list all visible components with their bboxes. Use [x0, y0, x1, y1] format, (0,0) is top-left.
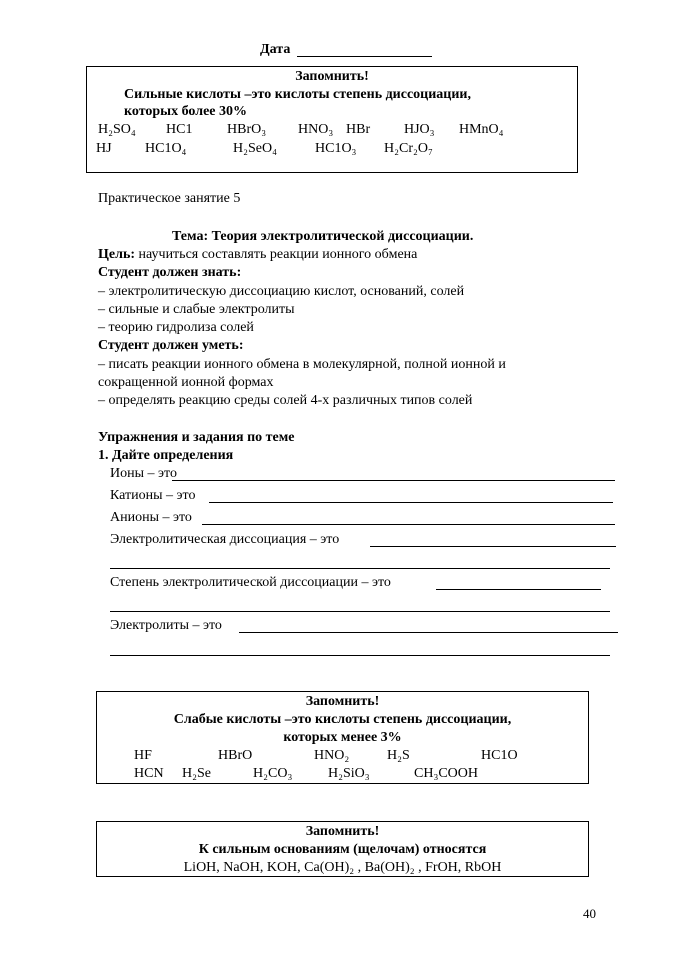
answer-line[interactable]	[110, 598, 610, 612]
goal-label: Цель:	[98, 247, 136, 262]
weak-acids-box	[96, 691, 589, 784]
know-item: – сильные и слабые электролиты	[98, 302, 295, 317]
can-item: сокращенной ионной формах	[98, 375, 274, 390]
acid-formula: H₂SO₄	[98, 122, 136, 137]
answer-line[interactable]	[172, 467, 615, 481]
answer-line[interactable]	[436, 576, 601, 590]
definition-label: Степень электролитической диссоциации – это	[110, 575, 391, 590]
box-text-line2: которых более 30%	[124, 104, 248, 119]
acid-formula: HCN	[134, 766, 164, 781]
box-text-line2: которых менее 3%	[283, 730, 402, 745]
topic-title: Тема: Теория электролитической диссоциации.	[172, 229, 474, 244]
acid-formula: H₂SeO₄	[233, 141, 277, 156]
acid-formula: HJ	[96, 141, 112, 156]
acid-formula: HNO₂	[314, 748, 350, 763]
task1-header: 1. Дайте определения	[98, 448, 234, 463]
date-label: Дата	[260, 42, 291, 57]
can-header: Студент должен уметь:	[98, 338, 244, 353]
acid-formula: H₂SiO₃	[328, 766, 370, 781]
can-item: – определять реакцию среды солей 4-х различных типов солей	[98, 393, 473, 408]
acid-formula: HMnO₄	[459, 122, 504, 137]
definition-label: Анионы – это	[110, 510, 192, 525]
answer-line[interactable]	[202, 511, 615, 525]
answer-line[interactable]	[370, 533, 616, 547]
box-title: Запомнить!	[305, 824, 380, 839]
answer-line[interactable]	[209, 489, 613, 503]
acid-formula: HC1O₄	[145, 141, 187, 156]
answer-line[interactable]	[110, 555, 610, 569]
acid-formula: HBrO	[218, 748, 253, 763]
acid-formula: H₂S	[387, 748, 410, 763]
goal-line	[98, 247, 417, 263]
page-number: 40	[583, 906, 596, 921]
acid-formula: H₂Cr₂O₇	[384, 141, 433, 156]
answer-line[interactable]	[239, 619, 618, 633]
box-text-line1: Сильные кислоты –это кислоты степень диссоциации,	[124, 87, 471, 102]
know-item: – теорию гидролиза солей	[98, 320, 254, 335]
goal-text: научиться составлять реакции ионного обмена	[135, 247, 418, 262]
answer-line[interactable]	[110, 642, 610, 656]
acid-formula: HBrO₃	[227, 122, 267, 137]
definition-label: Катионы – это	[110, 488, 196, 503]
acid-formula: CH₃COOH	[414, 766, 478, 781]
strong-acids-box	[86, 66, 578, 173]
know-header: Студент должен знать:	[98, 265, 242, 280]
acid-formula: HBr	[346, 122, 371, 137]
acid-formula: HNO₃	[298, 122, 334, 137]
know-item: – электролитическую диссоциацию кислот, оснований, солей	[98, 284, 465, 299]
can-item: – писать реакции ионного обмена в молекулярной, полной ионной и	[98, 357, 506, 372]
acid-formula: HJO₃	[404, 122, 435, 137]
strong-bases-box	[96, 821, 589, 877]
acid-formula: HC1O	[481, 748, 518, 763]
definition-label: Электролиты – это	[110, 618, 222, 633]
date-blank-line	[297, 43, 432, 57]
acid-formula: H₂CO₃	[253, 766, 293, 781]
acid-formula: HC1	[166, 122, 193, 137]
box-text-line1: Слабые кислоты –это кислоты степень диссоциации,	[173, 712, 512, 727]
box-title: Запомнить!	[305, 694, 380, 709]
definition-label: Электролитическая диссоциация – это	[110, 532, 340, 547]
practice-label: Практическое занятие 5	[98, 191, 241, 206]
acid-formula: HC1O₃	[315, 141, 357, 156]
exercises-header: Упражнения и задания по теме	[98, 430, 295, 445]
acid-formula: H₂Se	[182, 766, 211, 781]
box-text-line1: К сильным основаниям (щелочам) относятся	[198, 842, 487, 857]
box-title: Запомнить!	[295, 69, 369, 84]
definition-label: Ионы – это	[110, 466, 177, 481]
bases-list: LiOH, NaOH, KOH, Ca(OH)₂ , Ba(OH)₂ , FrOH, RbOH	[183, 860, 502, 875]
acid-formula: HF	[134, 748, 152, 763]
